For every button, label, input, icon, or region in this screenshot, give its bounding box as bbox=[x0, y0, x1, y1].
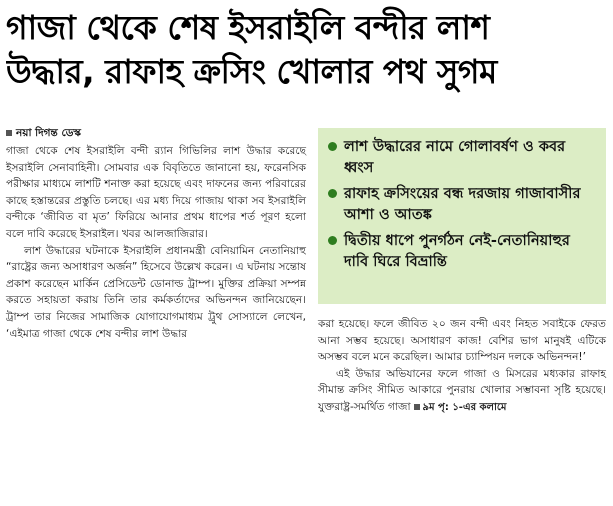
body-paragraph: গাজা থেকে শেষ ইসরাইলি বন্দী র‌্যান গিভিলির লাশ উদ্ধার করেছে ইসরাইলি সেনাবাহিনী। সোমবার এক বিবৃতিতে জানানো হয়, ফরেনসিক পরীক্ষার মাধ্যমে লাশটি শনাক্ত করা হয়েছে এবং দাফনের জন্য পরিবারের কাছে হস্তান্তরের প্রস্তুতি চলছে। এর মধ্য দিয়ে গাজায় থাকা সব ইসরাইলি বন্দীকে ‘জীবিত বা মৃত’ ফিরিয়ে আনার প্রথম ধাপের শর্ত পূরণ হলো বলে দাবি করেছে ইসরাইল। খবর আলজাজিরার। bbox=[6, 145, 306, 240]
headline-line-1: গাজা থেকে শেষ ইসরাইলি বন্দীর লাশ bbox=[6, 8, 490, 47]
bullet-dot-icon bbox=[328, 236, 337, 245]
continuation-note bbox=[411, 402, 507, 413]
byline-text: নয়া দিগন্ত ডেস্ক bbox=[16, 127, 81, 139]
body-paragraph-text: এই উদ্ধার অভিযানের ফলে গাজা ও মিসরের মধ্যকার রাফাহ সীমান্ত ক্রসিং সীমিত আকারে পুনরায় খোলার সম্ভাবনা সৃষ্টি হয়েছে। যুক্তরাষ্ট্র-সমর্থিত গাজা bbox=[318, 367, 606, 413]
highlight-item bbox=[328, 230, 598, 272]
highlights-box bbox=[318, 128, 606, 304]
highlight-text: লাশ উদ্ধারের নামে গোলাবর্ষণ ও কবর ধ্বংস bbox=[344, 138, 566, 176]
body-paragraph: করা হয়েছে। ফলে জীবিত ২০ জন বন্দী এবং নিহত সবাইকে ফেরত আনা সম্ভব হয়েছে। অসাধারণ কাজ! বেশির ভাগ মানুষই এটিকে অসম্ভব বলে মনে করেছিল। আমার চ্যাম্পিয়ন দলকে অভিনন্দন!’ bbox=[318, 318, 606, 364]
byline bbox=[6, 126, 81, 143]
highlight-item bbox=[328, 183, 598, 225]
headline-line-2: উদ্ধার, রাফাহ ক্রসিং খোলার পথ সুগম bbox=[6, 52, 497, 91]
highlight-text: রাফাহ ক্রসিংয়ের বন্ধ দরজায় গাজাবাসীর আশা ও আতঙ্ক bbox=[344, 185, 581, 223]
headline bbox=[6, 6, 607, 94]
body-column-right bbox=[318, 316, 606, 417]
bullet-dot-icon bbox=[328, 142, 337, 151]
highlight-item bbox=[328, 136, 598, 178]
square-bullet-icon bbox=[6, 130, 12, 136]
continuation-text: ৯ম পৃ: ১-এর কলামে bbox=[422, 401, 507, 413]
bullet-dot-icon bbox=[328, 189, 337, 198]
body-paragraph bbox=[318, 366, 606, 417]
square-bullet-icon bbox=[414, 404, 420, 410]
highlight-text: দ্বিতীয় ধাপে পুনর্গঠন নেই-নেতানিয়াহুর দাবি ঘিরে বিভ্রান্তি bbox=[344, 232, 570, 270]
body-column-left bbox=[6, 143, 306, 342]
body-paragraph: লাশ উদ্ধারের ঘটনাকে ইসরাইলি প্রধানমন্ত্রী বেনিয়ামিন নেতানিয়াহু “রাষ্ট্রের জন্য অসাধারণ অর্জন” হিসেবে উল্লেখ করেন। এ ঘটনায় সন্তোষ প্রকাশ করেছেন মার্কিন প্রেসিডেন্ট ডোনাল্ড ট্রাম্প। মুক্তির প্রক্রিয়া সম্পন্ন করতে সহায়তা করায় তিনি তার কর্মকর্তাদের অভিনন্দন জানিয়েছেন। ট্রাম্প তার নিজের সামাজিক যোগাযোগমাধ্যম ট্রুথ সোস্যালে লেখেন, ‘এইমাত্র গাজা থেকে শেষ বন্দীর লাশ উদ্ধার bbox=[6, 244, 306, 340]
